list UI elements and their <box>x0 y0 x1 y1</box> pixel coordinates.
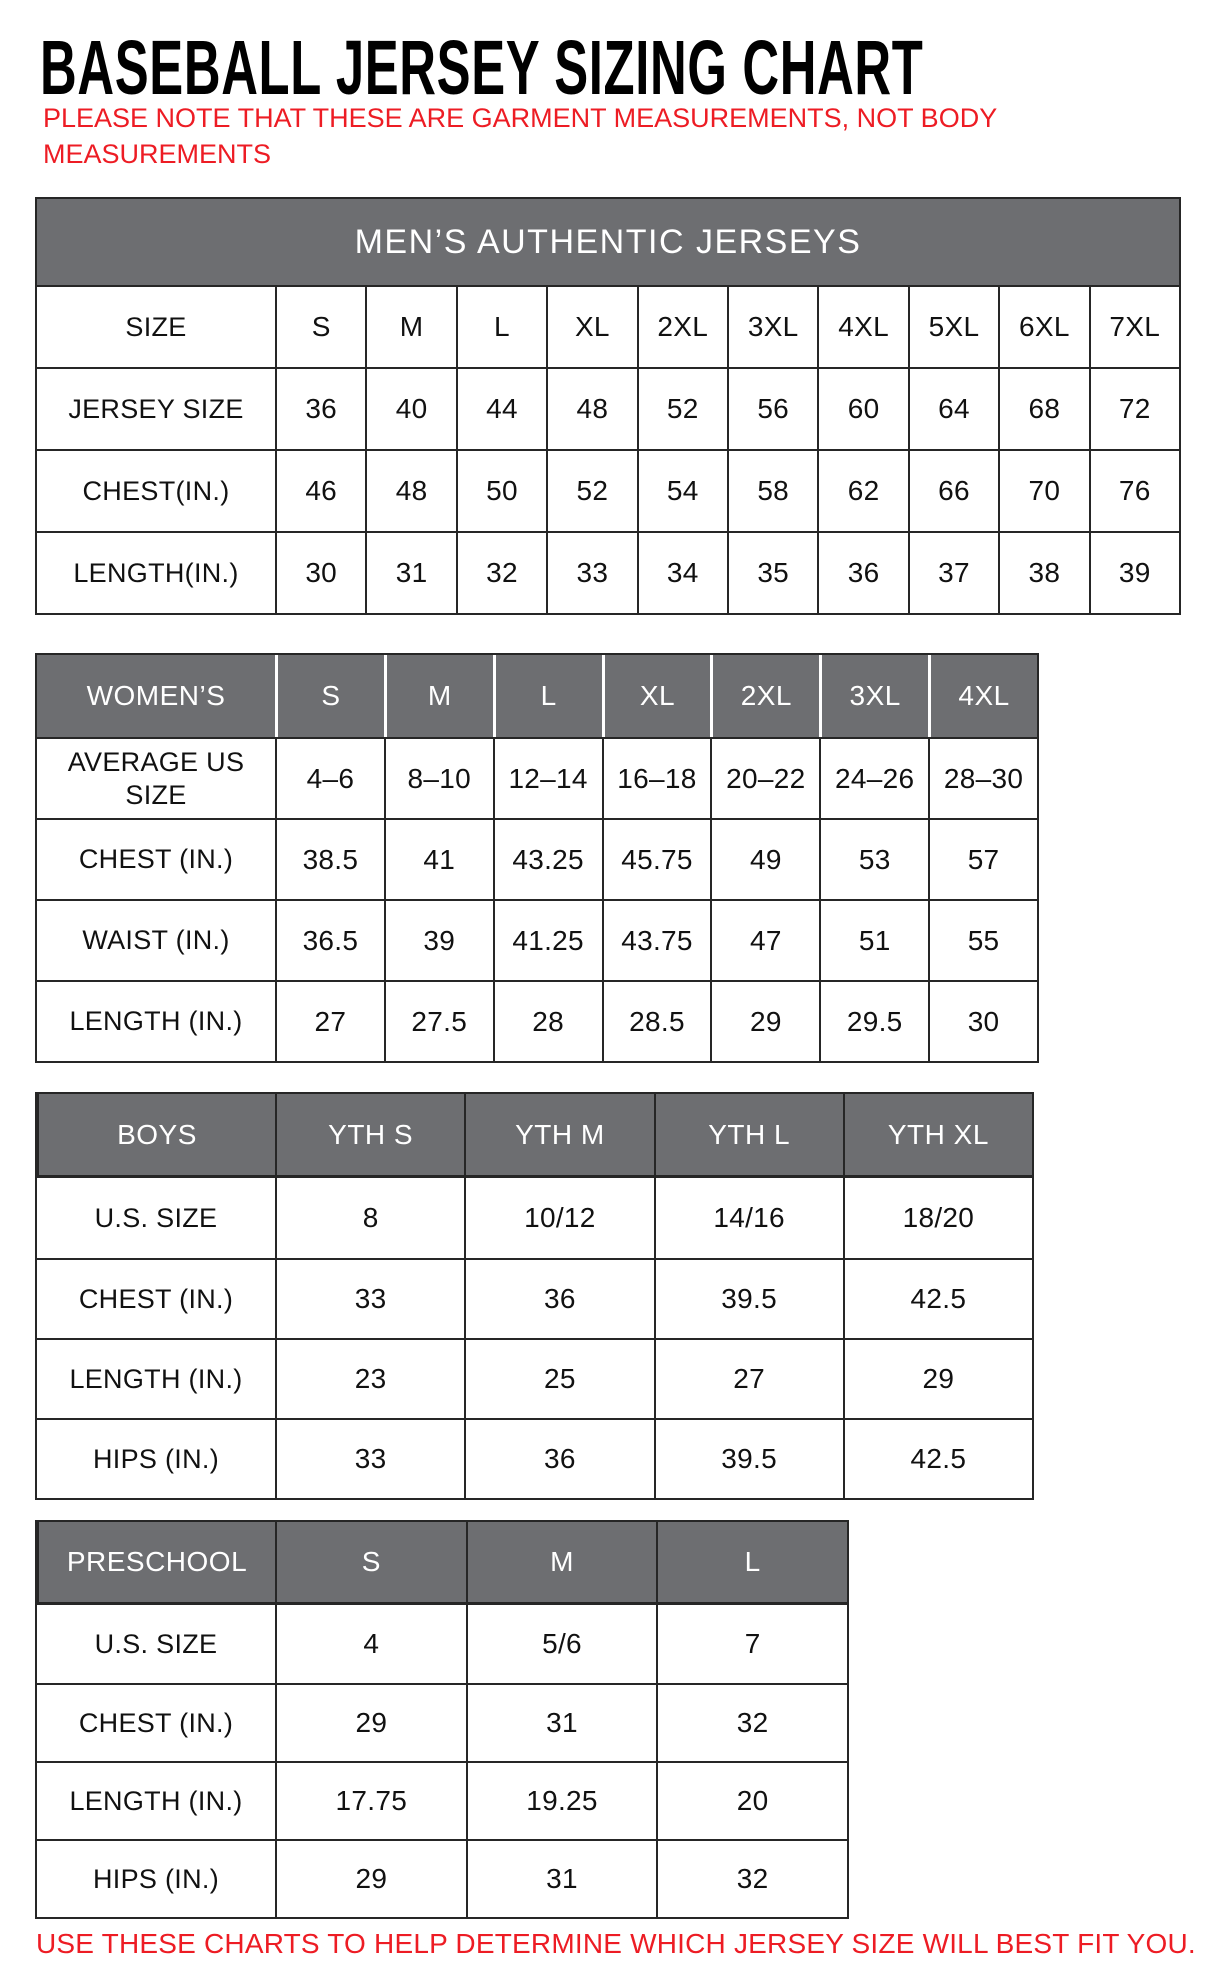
mens-row-2 <box>37 449 1179 531</box>
value-cell: 39 <box>1089 531 1179 613</box>
value-cell: 37 <box>908 531 998 613</box>
row-label: U.S. SIZE <box>94 1628 218 1659</box>
preschool-row-0 <box>37 1605 847 1683</box>
value-cell: 64 <box>908 367 998 449</box>
preschool-row-1 <box>37 1683 847 1761</box>
column-header: M <box>466 1522 657 1602</box>
value-cell: 57 <box>928 818 1037 899</box>
value-cell: 38.5 <box>275 818 384 899</box>
row-label: CHEST (IN.) <box>37 1683 275 1761</box>
preschool-header-row <box>37 1522 847 1605</box>
garment-measurement-note <box>43 100 997 172</box>
value-cell: 50 <box>456 449 546 531</box>
value-cell: 39.5 <box>654 1418 843 1498</box>
value-cell: 28 <box>493 980 602 1061</box>
value-cell: 4XL <box>817 285 907 367</box>
row-label: AVERAGE US SIZE <box>37 737 275 818</box>
value-cell: 18/20 <box>843 1178 1032 1258</box>
row-label: JERSEY SIZE <box>37 367 275 449</box>
womens-row-0 <box>37 737 1037 818</box>
value-cell: 14/16 <box>654 1178 843 1258</box>
column-header: YTH XL <box>843 1094 1032 1175</box>
column-header: XL <box>602 655 711 737</box>
value-cell: 7XL <box>1089 285 1179 367</box>
value-cell: 41.25 <box>493 899 602 980</box>
value-cell: 29 <box>275 1839 466 1917</box>
value-cell: 52 <box>546 449 636 531</box>
row-label: LENGTH (IN.) <box>37 1761 275 1839</box>
mens-row-3 <box>37 531 1179 613</box>
column-header: 3XL <box>819 655 928 737</box>
boys-sizing-table <box>35 1092 1034 1500</box>
value-cell: 35 <box>727 531 817 613</box>
value-cell: 27 <box>275 980 384 1061</box>
value-cell: 44 <box>456 367 546 449</box>
womens-row-1 <box>37 818 1037 899</box>
value-cell: 36 <box>275 367 365 449</box>
boys-header-row <box>37 1094 1032 1178</box>
value-cell: 36 <box>464 1258 653 1338</box>
value-cell: S <box>275 285 365 367</box>
womens-header-label: WOMEN’S <box>37 655 275 737</box>
value-cell: 3XL <box>727 285 817 367</box>
value-cell: 5XL <box>908 285 998 367</box>
value-cell: 23 <box>275 1338 464 1418</box>
value-cell: XL <box>546 285 636 367</box>
column-header: S <box>275 1522 466 1602</box>
value-cell: 51 <box>819 899 928 980</box>
value-cell: 4–6 <box>275 737 384 818</box>
row-label: LENGTH (IN.) <box>37 980 275 1061</box>
value-cell: 42.5 <box>843 1418 1032 1498</box>
boys-header-label: BOYS <box>37 1094 275 1175</box>
value-cell: 36.5 <box>275 899 384 980</box>
footer-note: USE THESE CHARTS TO HELP DETERMINE WHICH JERSEY SIZE WILL BEST FIT YOU. <box>36 1928 1196 1959</box>
value-cell: 62 <box>817 449 907 531</box>
row-label: U.S. SIZE <box>94 1202 218 1233</box>
value-cell: 72 <box>1089 367 1179 449</box>
boys-row-2 <box>37 1338 1032 1418</box>
value-cell: 20–22 <box>710 737 819 818</box>
value-cell: 32 <box>456 531 546 613</box>
womens-row-3 <box>37 980 1037 1061</box>
value-cell: 76 <box>1089 449 1179 531</box>
column-header: YTH M <box>464 1094 653 1175</box>
page-title: BASEBALL JERSEY SIZING CHART <box>40 25 924 111</box>
column-header: L <box>656 1522 847 1602</box>
mens-sizing-table <box>35 197 1181 615</box>
column-header: M <box>384 655 493 737</box>
row-label: WAIST (IN.) <box>37 899 275 980</box>
row-label: CHEST (IN.) <box>37 818 275 899</box>
value-cell: 20 <box>656 1761 847 1839</box>
value-cell: 45.75 <box>602 818 711 899</box>
value-cell: 46 <box>275 449 365 531</box>
row-label: CHEST (IN.) <box>37 1258 275 1338</box>
preschool-row-3 <box>37 1839 847 1917</box>
mens-row-1 <box>37 367 1179 449</box>
value-cell: 43.25 <box>493 818 602 899</box>
value-cell: 31 <box>466 1839 657 1917</box>
value-cell: 66 <box>908 449 998 531</box>
value-cell: 16–18 <box>602 737 711 818</box>
value-cell: 29 <box>275 1683 466 1761</box>
value-cell: 27.5 <box>384 980 493 1061</box>
value-cell: 5/6 <box>466 1605 657 1683</box>
value-cell: M <box>365 285 455 367</box>
value-cell: 70 <box>998 449 1088 531</box>
mens-row-0 <box>37 285 1179 367</box>
womens-row-2 <box>37 899 1037 980</box>
value-cell: 8–10 <box>384 737 493 818</box>
value-cell: 34 <box>637 531 727 613</box>
value-cell: 19.25 <box>466 1761 657 1839</box>
row-label: LENGTH(IN.) <box>37 531 275 613</box>
value-cell: 17.75 <box>275 1761 466 1839</box>
note-line-1: PLEASE NOTE THAT THESE ARE GARMENT MEASUREMENTS, NOT BODY <box>43 103 998 133</box>
value-cell: 55 <box>928 899 1037 980</box>
womens-header-row <box>37 655 1037 737</box>
column-header: L <box>493 655 602 737</box>
value-cell: 32 <box>656 1839 847 1917</box>
value-cell: 2XL <box>637 285 727 367</box>
column-header: 4XL <box>928 655 1037 737</box>
value-cell: 28–30 <box>928 737 1037 818</box>
value-cell: 33 <box>546 531 636 613</box>
value-cell: 38 <box>998 531 1088 613</box>
mens-table-header: MEN’S AUTHENTIC JERSEYS <box>37 199 1179 285</box>
value-cell: 41 <box>384 818 493 899</box>
value-cell: 31 <box>365 531 455 613</box>
column-header: 2XL <box>710 655 819 737</box>
value-cell: 29 <box>843 1338 1032 1418</box>
value-cell: 27 <box>654 1338 843 1418</box>
boys-row-3 <box>37 1418 1032 1498</box>
value-cell: 53 <box>819 818 928 899</box>
row-label: SIZE <box>37 285 275 367</box>
value-cell: 39.5 <box>654 1258 843 1338</box>
value-cell: 56 <box>727 367 817 449</box>
value-cell: 43.75 <box>602 899 711 980</box>
preschool-header-label: PRESCHOOL <box>37 1522 275 1602</box>
value-cell: 49 <box>710 818 819 899</box>
value-cell: 7 <box>656 1605 847 1683</box>
value-cell: 52 <box>637 367 727 449</box>
boys-row-0 <box>37 1178 1032 1258</box>
value-cell: 25 <box>464 1338 653 1418</box>
value-cell: 68 <box>998 367 1088 449</box>
row-label: CHEST(IN.) <box>37 449 275 531</box>
value-cell: L <box>456 285 546 367</box>
value-cell: 40 <box>365 367 455 449</box>
preschool-sizing-table <box>35 1520 849 1919</box>
value-cell: 36 <box>464 1418 653 1498</box>
value-cell: 24–26 <box>819 737 928 818</box>
row-label: LENGTH (IN.) <box>37 1338 275 1418</box>
value-cell: 33 <box>275 1418 464 1498</box>
value-cell: 42.5 <box>843 1258 1032 1338</box>
note-line-2: MEASUREMENTS <box>43 139 272 169</box>
column-header: S <box>275 655 384 737</box>
value-cell: 30 <box>275 531 365 613</box>
value-cell: 33 <box>275 1258 464 1338</box>
value-cell: 58 <box>727 449 817 531</box>
row-label: HIPS (IN.) <box>37 1418 275 1498</box>
value-cell: 6XL <box>998 285 1088 367</box>
value-cell: 36 <box>817 531 907 613</box>
column-header: YTH S <box>275 1094 464 1175</box>
value-cell: 54 <box>637 449 727 531</box>
womens-sizing-table <box>35 653 1039 1063</box>
value-cell: 29.5 <box>819 980 928 1061</box>
value-cell: 48 <box>546 367 636 449</box>
column-header: YTH L <box>654 1094 843 1175</box>
value-cell: 31 <box>466 1683 657 1761</box>
boys-row-1 <box>37 1258 1032 1338</box>
row-label: HIPS (IN.) <box>37 1839 275 1917</box>
value-cell: 47 <box>710 899 819 980</box>
preschool-row-2 <box>37 1761 847 1839</box>
value-cell: 32 <box>656 1683 847 1761</box>
value-cell: 10/12 <box>464 1178 653 1258</box>
value-cell: 8 <box>275 1178 464 1258</box>
value-cell: 28.5 <box>602 980 711 1061</box>
value-cell: 4 <box>275 1605 466 1683</box>
value-cell: 39 <box>384 899 493 980</box>
value-cell: 12–14 <box>493 737 602 818</box>
value-cell: 29 <box>710 980 819 1061</box>
value-cell: 48 <box>365 449 455 531</box>
value-cell: 60 <box>817 367 907 449</box>
value-cell: 30 <box>928 980 1037 1061</box>
